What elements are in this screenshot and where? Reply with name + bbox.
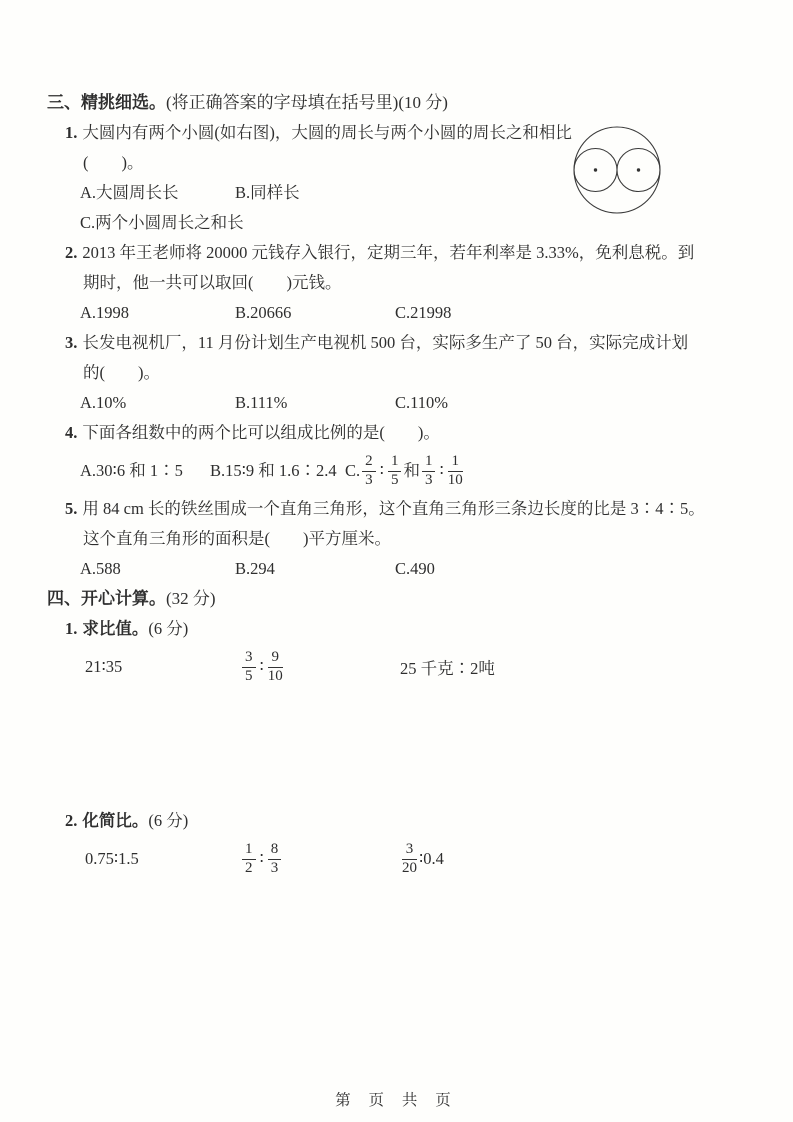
question-5-options <box>47 554 757 584</box>
fraction-1-2: $\frac{1}{2}$ <box>242 842 256 877</box>
question-2-text: 2013 年王老师将 20000 元钱存入银行，定期三年，若年利率是 3.33%，免利息税。到 <box>82 243 695 262</box>
question-1-blank: ( )。 <box>83 153 144 172</box>
question-3-line1 <box>47 328 757 358</box>
question-5-number: 5. <box>65 499 78 518</box>
calc-sub1-label: 求比值。 <box>82 619 149 638</box>
question-1-text: 大圆内有两个小圆(如右图)，大圆的周长与两个小圆的周长之和相比 <box>82 123 572 142</box>
fraction-9-10: $\frac{9}{10}$ <box>267 648 283 684</box>
question-5-line1 <box>47 494 757 524</box>
section3-note: (将正确答案的字母填在括号里)(10 分) <box>166 93 448 112</box>
question-4-option-b: B.15∶9 和 1.6∶2.4 <box>210 461 337 480</box>
question-1-option-c: C.两个小圆周长之和长 <box>80 213 244 232</box>
question-5-line2: 这个直角三角形的面积是( )平方厘米。 <box>83 529 391 548</box>
circles-diagram <box>560 118 674 222</box>
fraction-3-20: $\frac{3}{20}$ <box>402 840 417 876</box>
calc-sub2-title <box>47 806 757 836</box>
section4-note: (32 分) <box>166 589 216 608</box>
calc-sub2-number: 2. <box>65 811 78 830</box>
calc-sub1-row <box>47 644 757 690</box>
question-4-options <box>47 448 757 494</box>
question-2-line1 <box>47 238 757 268</box>
fraction-1-10: $\frac{1}{10}$ <box>447 452 463 488</box>
question-2-options <box>47 298 757 328</box>
calc-sub1-note: (6 分) <box>148 619 189 638</box>
fraction-1-3: $\frac{1}{3}$ <box>422 454 436 489</box>
question-4-number: 4. <box>65 423 78 442</box>
calc-item-320-04-rest: ∶0.4 <box>419 849 444 868</box>
question-4-option-a: A.30∶6 和 1∶5 <box>80 461 183 480</box>
calc-sub1-number: 1. <box>65 619 78 638</box>
question-2-number: 2. <box>65 243 78 262</box>
page-footer: 第 页 共 页 <box>335 1092 458 1109</box>
calc-item-frac-ratio <box>240 650 400 685</box>
question-5-option-a: A.588 <box>80 559 121 578</box>
calc-sub2-label: 化简比。 <box>82 811 149 830</box>
calc-sub2-note: (6 分) <box>148 811 189 830</box>
ratio-colon: ∶ <box>259 849 264 868</box>
question-3-options <box>47 388 757 418</box>
question-4 <box>47 418 757 494</box>
center-dot-left <box>594 168 597 171</box>
question-2 <box>47 238 757 328</box>
section4-title: 四、开心计算。 <box>47 589 166 608</box>
question-1-option-b: B.同样长 <box>235 183 300 202</box>
ratio-colon: ∶ <box>379 461 384 480</box>
section4-heading <box>47 584 757 614</box>
ratio-colon: ∶ <box>259 657 264 676</box>
question-4-line1 <box>47 418 757 448</box>
question-5-option-b: B.294 <box>235 559 275 578</box>
calc-item-075-15: 0.75∶1.5 <box>85 849 139 868</box>
calc-item-320-04 <box>400 842 444 877</box>
fraction-3-5: $\frac{3}{5}$ <box>242 650 256 685</box>
question-3-option-a: A.10% <box>80 393 127 412</box>
question-3-number: 3. <box>65 333 78 352</box>
answer-space <box>47 690 757 806</box>
calc-item-21-35: 21∶35 <box>85 657 123 676</box>
calc-sub1 <box>47 614 757 690</box>
question-5-text: 用 84 cm 长的铁丝围成一个直角三角形，这个直角三角形三条边长度的比是 3∶4∶5。 <box>82 499 705 518</box>
question-2-option-c: C.21998 <box>395 303 452 322</box>
question-4-option-c <box>345 454 465 489</box>
section3-title: 三、精挑细选。 <box>47 93 166 112</box>
calc-item-frac-ratio-2 <box>240 842 400 877</box>
question-5-option-c: C.490 <box>395 559 435 578</box>
question-2-line2: 期时，他一共可以取回( )元钱。 <box>83 273 342 292</box>
question-4-option-c-label: C. <box>345 461 361 480</box>
and-text: 和 <box>403 461 420 480</box>
question-3 <box>47 328 757 418</box>
question-3-text: 长发电视机厂，11 月份计划生产电视机 500 台，实际多生产了 50 台，实际完成计划 <box>82 333 689 352</box>
question-1-number: 1. <box>65 123 78 142</box>
question-5 <box>47 494 757 584</box>
calc-sub2-row <box>47 836 757 882</box>
question-3-line2: 的( )。 <box>83 363 160 382</box>
question-2-option-a: A.1998 <box>80 303 130 322</box>
question-3-option-c: C.110% <box>395 393 449 412</box>
section3-heading <box>47 88 757 118</box>
ratio-colon: ∶ <box>439 461 444 480</box>
center-dot-right <box>637 168 640 171</box>
question-3-option-b: B.111% <box>235 393 288 412</box>
question-4-text: 下面各组数中的两个比可以组成比例的是( )。 <box>82 423 440 442</box>
question-2-option-b: B.20666 <box>235 303 292 322</box>
fraction-2-3: $\frac{2}{3}$ <box>362 454 376 489</box>
fraction-8-3: $\frac{8}{3}$ <box>268 842 282 877</box>
question-1-option-a: A.大圆周长长 <box>80 183 179 202</box>
fraction-1-5: $\frac{1}{5}$ <box>388 454 402 489</box>
calc-item-kg-ton: 25 千克∶2吨 <box>400 659 495 678</box>
calc-sub2 <box>47 806 757 882</box>
calc-sub1-title <box>47 614 757 644</box>
